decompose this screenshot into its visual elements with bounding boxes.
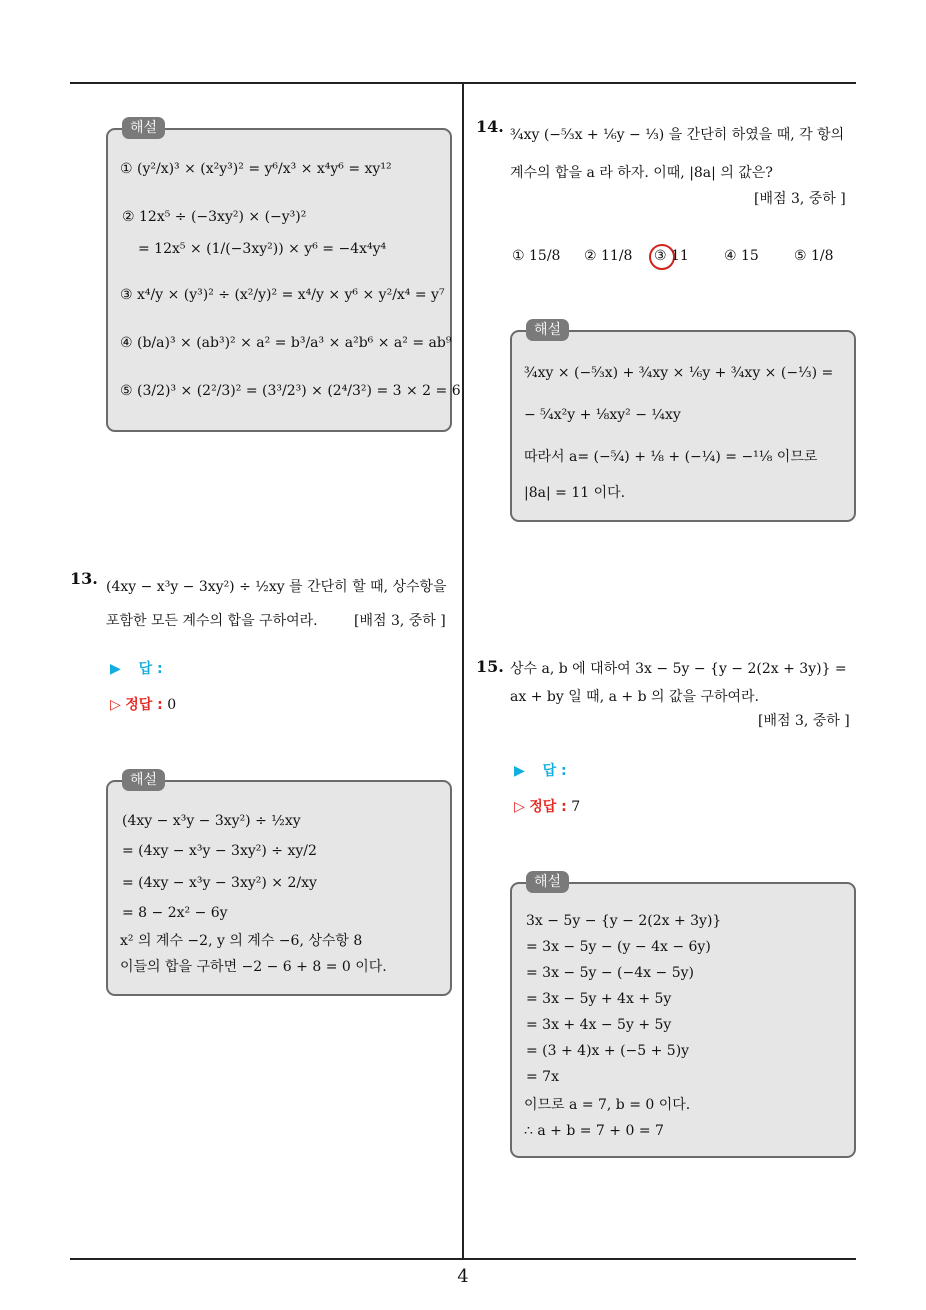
solution-line: ② 12x⁵ ÷ (−3xy²) × (−y³)² (122, 209, 307, 225)
solution-line: = (4xy − x³y − 3xy²) ÷ xy/2 (122, 843, 317, 859)
question-14-text-1: ¾xy (−⁵⁄₃x + ⅙y − ⅓) 을 간단히 하였을 때, 각 항의 (510, 127, 845, 143)
answer-label: 답 : (138, 661, 163, 677)
question-13-text-2: 포함한 모든 계수의 합을 구하여라. (106, 613, 318, 629)
outline-play-icon: ▷ (514, 799, 525, 815)
choice-1[interactable]: ① 15/8 (512, 248, 561, 264)
solution-line: = (4xy − x³y − 3xy²) × 2/xy (122, 875, 317, 891)
correct-13-row (110, 694, 176, 714)
play-icon: ▶ (514, 763, 525, 779)
choice-5[interactable]: ⑤ 1/8 (794, 248, 834, 264)
solution-line: = 3x − 5y − (y − 4x − 6y) (526, 939, 711, 955)
question-13-points: [배점 3, 중하 ] (354, 613, 446, 629)
solution-line: = 12x⁵ × (1/(−3xy²)) × y⁶ = −4x⁴y⁴ (138, 241, 387, 257)
correct-value: 7 (571, 799, 581, 815)
correct-15-row (514, 796, 580, 816)
solution-line: ∴ a + b = 7 + 0 = 7 (524, 1123, 664, 1139)
correct-label: 정답 : (125, 697, 163, 713)
solution-line: = 8 − 2x² − 6y (122, 905, 228, 921)
solution-tag: 해설 (122, 117, 165, 139)
solution-line: ④ (b/a)³ × (ab³)² × a² = b³/a³ × a²b⁶ × a² = ab⁹ (120, 335, 452, 351)
answer-label: 답 : (542, 763, 567, 779)
solution-line: 3x − 5y − {y − 2(2x + 3y)} (526, 913, 722, 929)
question-15-text-1: 상수 a, b 에 대하여 3x − 5y − {y − 2(2x + 3y)} = (510, 661, 847, 677)
outline-play-icon: ▷ (110, 697, 121, 713)
solution-line: = (3 + 4)x + (−5 + 5)y (526, 1043, 690, 1059)
solution-line: = 7x (526, 1069, 559, 1085)
question-13-number: 13. (70, 569, 98, 588)
solution-line: = 3x − 5y + 4x + 5y (526, 991, 672, 1007)
solution-line: = 3x − 5y − (−4x − 5y) (526, 965, 694, 981)
solution-box-12 (106, 120, 461, 432)
solution-line: − ⁵⁄₄x²y + ⅛xy² − ¼xy (524, 407, 681, 423)
solution-tag: 해설 (526, 319, 569, 341)
question-14-text-2: 계수의 합을 a 라 하자. 이때, |8a| 의 값은? (510, 165, 773, 181)
question-14-points: [배점 3, 중하 ] (754, 191, 846, 207)
bottom-rule (70, 1258, 856, 1260)
answer-13-row (110, 658, 163, 678)
solution-line: x² 의 계수 −2, y 의 계수 −6, 상수항 8 (120, 933, 363, 949)
solution-box-14 (510, 322, 856, 522)
question-15-text-2: ax + by 일 때, a + b 의 값을 구하여라. (510, 689, 760, 705)
question-15-points: [배점 3, 중하 ] (758, 713, 850, 729)
solution-line: ¾xy × (−⁵⁄₃x) + ¾xy × ⅙y + ¾xy × (−⅓) = (524, 365, 834, 381)
solution-line: 이므로 a = 7, b = 0 이다. (524, 1097, 691, 1113)
play-icon: ▶ (110, 661, 121, 677)
page-number: 4 (457, 1266, 469, 1287)
question-15-number: 15. (476, 657, 504, 676)
question-13-text-1: (4xy − x³y − 3xy²) ÷ ½xy 를 간단히 할 때, 상수항을 (106, 579, 447, 595)
solution-line: ① (y²/x)³ × (x²y³)² = y⁶/x³ × x⁴y⁶ = xy¹² (120, 161, 392, 177)
solution-line: ⑤ (3/2)³ × (2²/3)² = (3³/2³) × (2⁴/3²) = 3 × 2 = 6 (120, 383, 461, 399)
solution-line: ③ x⁴/y × (y³)² ÷ (x²/y)² = x⁴/y × y⁶ × y²/x⁴ = y⁷ (120, 287, 445, 303)
solution-box-15 (510, 874, 856, 1158)
solution-tag: 해설 (122, 769, 165, 791)
answer-15-row (514, 760, 567, 780)
solution-line: |8a| = 11 이다. (524, 485, 626, 501)
solution-tag: 해설 (526, 871, 569, 893)
correct-label: 정답 : (529, 799, 567, 815)
column-divider (462, 84, 464, 1260)
choice-3[interactable]: ③ 11 (654, 248, 689, 264)
solution-line: 따라서 a= (−⁵⁄₄) + ⅛ + (−¼) = −¹¹⁄₈ 이므로 (524, 449, 818, 465)
correct-value: 0 (167, 697, 177, 713)
solution-box-13 (106, 772, 452, 996)
solution-line: (4xy − x³y − 3xy²) ÷ ½xy (122, 813, 301, 829)
question-14-number: 14. (476, 117, 504, 136)
solution-line: = 3x + 4x − 5y + 5y (526, 1017, 672, 1033)
choice-2[interactable]: ② 11/8 (584, 248, 633, 264)
choice-4[interactable]: ④ 15 (724, 248, 759, 264)
solution-line: 이들의 합을 구하면 −2 − 6 + 8 = 0 이다. (120, 959, 387, 975)
